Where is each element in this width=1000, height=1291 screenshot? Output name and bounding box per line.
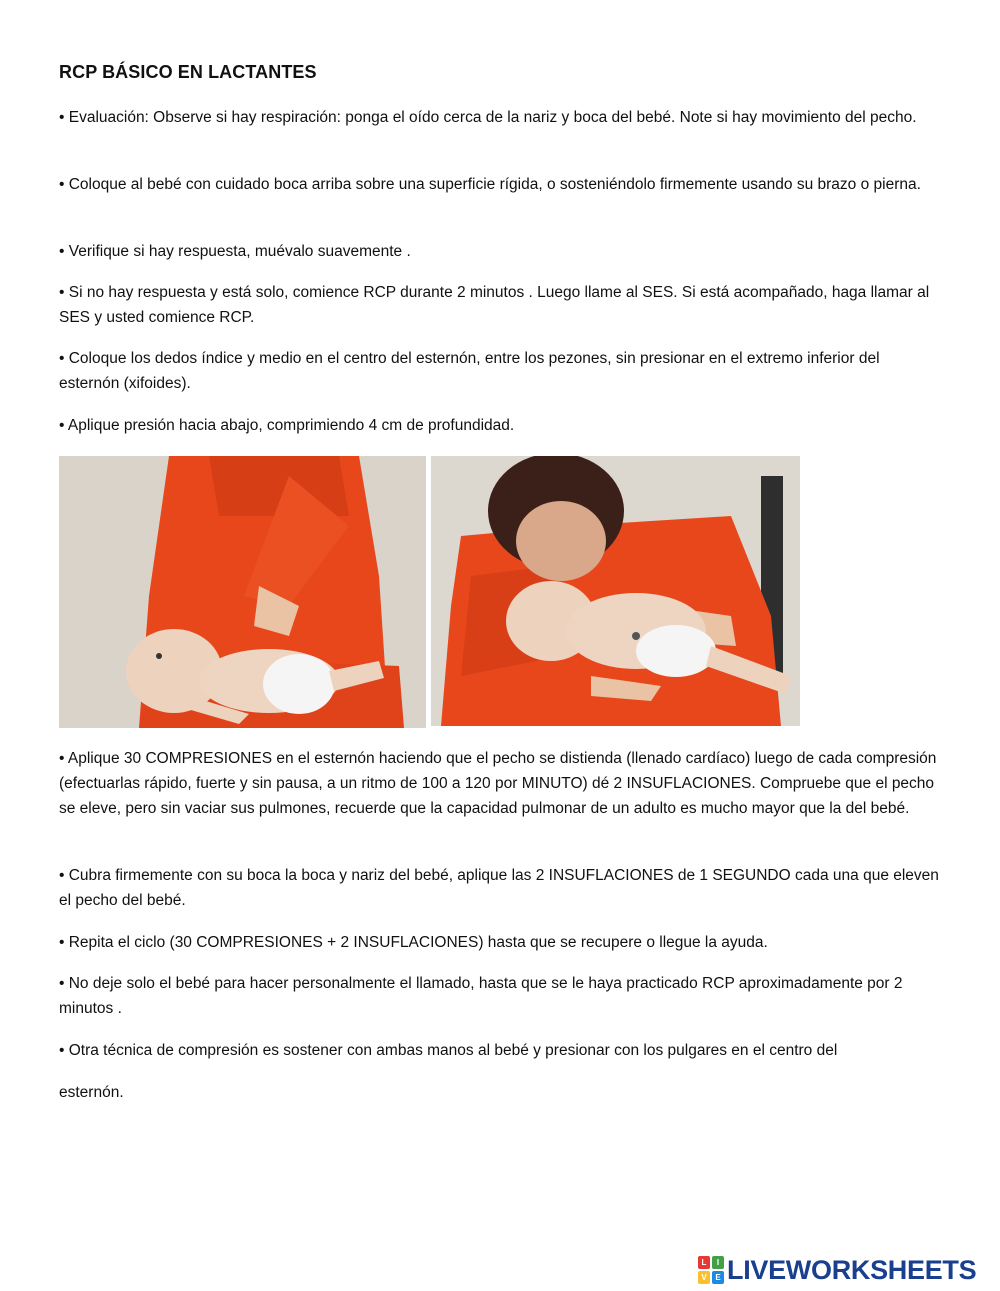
paragraph-cubra-boca: • Cubra firmemente con su boca la boca y nariz del bebé, aplique las 2 INSUFLACIONES de 1 SEGUNDO cada una que eleven el pecho del bebé. — [59, 867, 939, 909]
liveworksheets-logo-icon: L I V E — [698, 1256, 724, 1284]
paragraph-dedos: • Coloque los dedos índice y medio en el centro del esternón, entre los pezones, sin presionar en el extremo inferior del esternón (xifoides). — [59, 350, 880, 392]
paragraph-presion: • Aplique presión hacia abajo, comprimiendo 4 cm de profundidad. — [59, 417, 515, 434]
paragraph-compresiones: • Aplique 30 COMPRESIONES en el esternón haciendo que el pecho se distienda (llenado cardíaco) luego de cada compresión (efectuarlas rápido, fuerte y sin pausa, a un ritmo de 100 a 120 por MINUTO) dé 2 INSUFLACIONES. Compruebe que el pecho se eleve, pero sin vaciar sus pulmones, recuerde que la capacidad pulmonar de un adulto es mucho mayor que la del bebé. — [59, 750, 937, 817]
paragraph-no-deje-solo: • No deje solo el bebé para hacer personalmente el llamado, hasta que se le haya practicado RCP aproximadamente por 2 minutos . — [59, 975, 903, 1017]
photo-insuflaciones — [431, 456, 800, 726]
paragraph-verifique: • Verifique si hay respuesta, muévalo suavemente . — [59, 243, 411, 260]
paragraph-evaluacion: • Evaluación: Observe si hay respiración: ponga el oído cerca de la nariz y boca del bebé. Note si hay movimiento del pecho. — [59, 109, 917, 126]
photo-compresiones — [59, 456, 426, 728]
liveworksheets-logo[interactable] — [698, 1255, 976, 1285]
paragraph-esternon: esternón. — [59, 1084, 124, 1101]
paragraph-sin-respuesta: • Si no hay respuesta y está solo, comience RCP durante 2 minutos . Luego llame al SES. Si está acompañado, haga llamar al SES y usted comience RCP. — [59, 284, 930, 326]
paragraph-coloque-bebe: • Coloque al bebé con cuidado boca arriba sobre una superficie rígida, o sosteniéndolo firmemente usando su brazo o pierna. — [59, 176, 921, 193]
logo-text: LIVEWORKSHEETS — [727, 1254, 977, 1285]
page-title: RCP BÁSICO EN LACTANTES — [59, 62, 317, 82]
paragraph-repita-ciclo: • Repita el ciclo (30 COMPRESIONES + 2 INSUFLACIONES) hasta que se recupere o llegue la ayuda. — [59, 934, 768, 951]
paragraph-otra-tecnica: • Otra técnica de compresión es sostener con ambas manos al bebé y presionar con los pulgares en el centro del — [59, 1042, 838, 1059]
